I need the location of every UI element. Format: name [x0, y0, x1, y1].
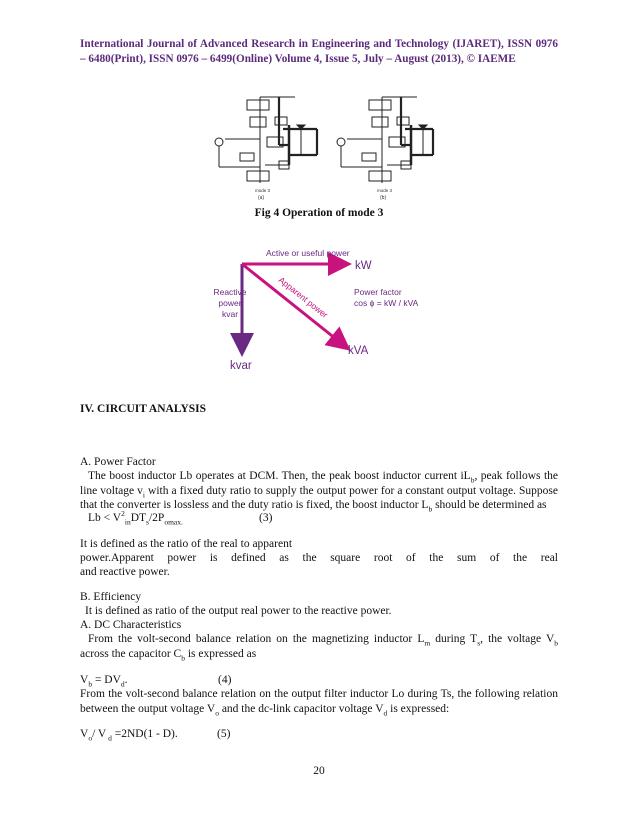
mode3-circuit-diagrams	[205, 95, 435, 203]
circuit-a	[215, 97, 317, 183]
definition-line-2: power.Apparent power is defined as the square root of the sum of the real	[80, 552, 558, 564]
power-factor-label: Power factor	[354, 287, 402, 297]
definition-line-3: and reactive power.	[80, 566, 170, 578]
circuit-b-mode-label: mode 3	[377, 188, 393, 193]
power-triangle-diagram	[208, 243, 438, 375]
reactive-label-1: Reactive	[213, 287, 247, 297]
dc-paragraph: From the volt-second balance relation on the magnetizing inductor $L_m$ during $T_s$, the voltage $V_b$ across the capacitor $C_b$ is expressed as	[80, 633, 558, 662]
circuit-a-label: (a)	[258, 195, 265, 201]
kw-label: kW	[355, 260, 372, 272]
efficiency-text: It is defined as ratio of the output real power to the reactive power.	[85, 605, 392, 617]
apparent-power-arrow	[242, 264, 346, 347]
circuit-b	[337, 97, 433, 183]
definition-line-1: It is defined as the ratio of the real to apparent	[80, 538, 293, 550]
section-heading: IV. CIRCUIT ANALYSIS	[80, 403, 207, 415]
reactive-label-2: power	[218, 298, 242, 308]
page-number: 20	[313, 765, 325, 777]
power-factor-formula: cos ϕ = kW / kVA	[354, 298, 419, 308]
power-factor-heading: A. Power Factor	[80, 456, 156, 468]
equation-3: $Lb < V^2_{in}DT_s/2P_{omax.}$ (3)	[88, 509, 273, 527]
figure-caption: Fig 4 Operation of mode 3	[254, 207, 384, 219]
kva-label: kVA	[348, 345, 369, 357]
circuit-b-label: (b)	[380, 195, 387, 201]
power-factor-paragraph: The boost inductor Lb operates at DCM. Then, the peak boost inductor current $iL_b$, peak follows the line voltage $v_i$ with a fixed duty ratio to supply the output power for a constant output voltage. Suppose that the converter is lossless and the duty ratio is fixed, the boost inductor $L_b$ should be determined as	[80, 470, 559, 514]
circuit-a-mode-label: mode 3	[255, 188, 271, 193]
reactive-label-3: kvar	[221, 309, 239, 319]
equation-4: $V_b = DV_d$. (4)	[80, 674, 232, 689]
dc-heading: A. DC Characteristics	[80, 619, 182, 631]
apparent-power-label: Apparent power	[276, 274, 330, 321]
journal-header: International Journal of Advanced Research in Engineering and Technology (IJARET), ISSN 0976 – 6480(Print), ISSN 0976 – 6499(Online) Volume 4, Issue 5, July – August (2013), © IAEME	[80, 38, 558, 65]
dc-paragraph-2: From the volt-second balance relation on the output filter inductor Lo during Ts, the following relation between the output voltage $V_o$ and the dc-link capacitor voltage $V_d$ is expressed:	[80, 688, 558, 717]
kvar-label: kvar	[230, 360, 252, 372]
active-power-label: Active or useful power	[266, 248, 350, 258]
efficiency-heading: B. Efficiency	[80, 591, 142, 603]
equation-5: $V_o/$ V $_d$ =2ND(1 - D). (5)	[80, 728, 231, 743]
